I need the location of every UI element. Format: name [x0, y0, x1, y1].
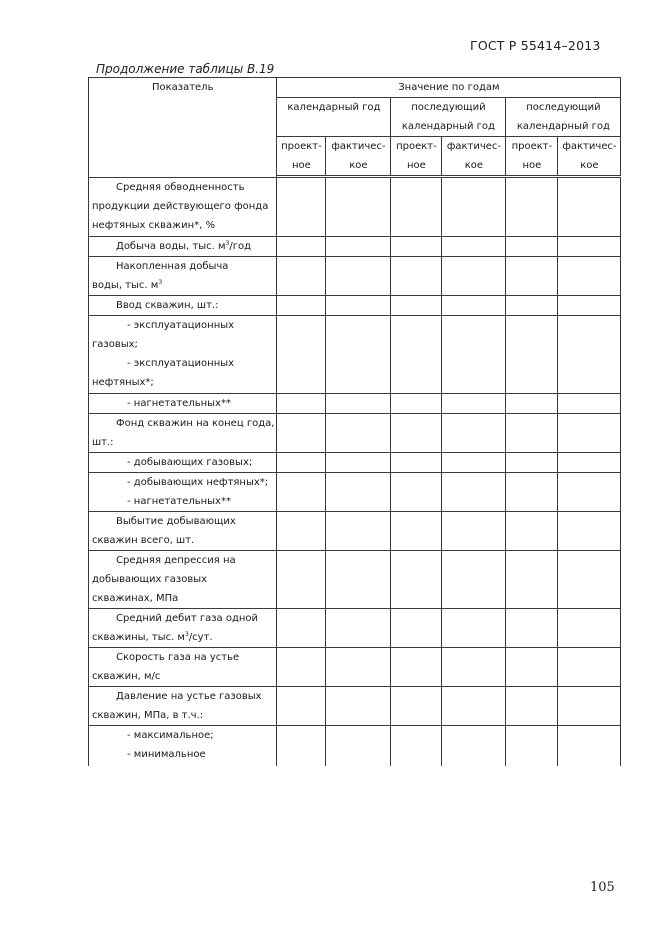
indicator-text: Добыча воды, тыс. $м^3$/год	[116, 240, 251, 252]
table-row	[89, 512, 621, 551]
indicator-text: Давление на устье газовых	[116, 691, 262, 702]
value-cell	[277, 512, 326, 551]
calendar-year-header: календарный год	[277, 98, 391, 137]
value-cell	[391, 551, 442, 609]
indicator-text: - максимальное;	[127, 730, 214, 741]
value-cell	[506, 414, 558, 453]
table-row	[89, 316, 621, 394]
indicator-text: шт.:	[92, 437, 114, 448]
value-cell	[442, 414, 506, 453]
value-cell	[558, 178, 621, 237]
value-cell	[558, 687, 621, 726]
value-cell	[277, 609, 326, 648]
value-cell	[391, 648, 442, 687]
indicator-text: скважины, тыс. $м^3$/сут.	[92, 631, 213, 643]
value-cell	[326, 394, 391, 414]
value-cell	[442, 648, 506, 687]
indicator-text: Скорость газа на устье	[116, 652, 240, 663]
indicator-text: - добывающих нефтяных*;	[127, 477, 269, 488]
value-cell	[506, 453, 558, 473]
value-cell	[277, 296, 326, 316]
value-cell	[506, 394, 558, 414]
value-cell	[442, 453, 506, 473]
indicator-cell	[89, 609, 277, 648]
indicator-text: скважин, м/с	[92, 671, 161, 682]
value-cell	[558, 237, 621, 257]
value-cell	[391, 512, 442, 551]
value-cell	[391, 414, 442, 453]
value-cell	[558, 726, 621, 766]
table-row	[89, 687, 621, 726]
value-cell	[277, 178, 326, 237]
col-actual-header: фактичес- кое	[558, 137, 621, 176]
value-cell	[277, 394, 326, 414]
indicator-text: продукции действующего фонда	[92, 201, 269, 212]
indicator-cell	[89, 394, 277, 414]
table-row	[89, 178, 621, 237]
value-cell	[506, 257, 558, 296]
value-cell	[391, 237, 442, 257]
value-cell	[442, 609, 506, 648]
value-cell	[391, 609, 442, 648]
table-row	[89, 394, 621, 414]
indicator-text: Ввод скважин, шт.:	[116, 300, 219, 311]
value-cell	[326, 453, 391, 473]
value-cell	[277, 473, 326, 512]
value-cell	[506, 296, 558, 316]
value-cell	[277, 453, 326, 473]
value-cell	[442, 551, 506, 609]
value-cell	[277, 316, 326, 394]
value-cell	[558, 394, 621, 414]
indicator-cell	[89, 414, 277, 453]
indicator-cell	[89, 512, 277, 551]
value-cell	[558, 257, 621, 296]
indicator-cell	[89, 473, 277, 512]
col-actual-header: фактичес- кое	[442, 137, 506, 176]
page-number: 105	[590, 880, 615, 895]
value-cell	[506, 512, 558, 551]
value-cell	[326, 687, 391, 726]
indicator-cell	[89, 257, 277, 296]
value-cell	[558, 316, 621, 394]
values-by-year-header: Значение по годам	[277, 78, 621, 98]
value-cell	[506, 237, 558, 257]
table-row	[89, 414, 621, 453]
value-cell	[277, 726, 326, 766]
value-cell	[558, 473, 621, 512]
indicator-text: Средний дебит газа одной	[116, 613, 259, 624]
value-cell	[277, 551, 326, 609]
indicator-text: - эксплуатационных	[127, 358, 235, 369]
value-cell	[442, 726, 506, 766]
value-cell	[391, 453, 442, 473]
value-cell	[558, 296, 621, 316]
value-cell	[506, 687, 558, 726]
indicator-text: скважинах, МПа	[92, 593, 179, 604]
indicator-text: - добывающих газовых;	[127, 457, 253, 468]
indicator-cell	[89, 178, 277, 237]
indicator-cell	[89, 726, 277, 766]
value-cell	[277, 648, 326, 687]
indicator-text: Средняя обводненность	[116, 182, 245, 193]
value-cell	[326, 551, 391, 609]
value-cell	[558, 414, 621, 453]
table-row	[89, 237, 621, 257]
value-cell	[391, 726, 442, 766]
col-project-header: проект- ное	[277, 137, 326, 176]
table-row	[89, 609, 621, 648]
table-caption: Продолжение таблицы В.19	[96, 62, 275, 76]
value-cell	[326, 648, 391, 687]
value-cell	[326, 316, 391, 394]
value-cell	[391, 178, 442, 237]
indicator-cell	[89, 453, 277, 473]
col-actual-header: фактичес- кое	[326, 137, 391, 176]
value-cell	[558, 609, 621, 648]
value-cell	[506, 473, 558, 512]
value-cell	[326, 512, 391, 551]
value-cell	[326, 473, 391, 512]
table-row	[89, 648, 621, 687]
value-cell	[391, 316, 442, 394]
value-cell	[506, 316, 558, 394]
value-cell	[442, 316, 506, 394]
indicator-text: воды, тыс. $м^3$	[92, 279, 163, 291]
value-cell	[442, 394, 506, 414]
value-cell	[442, 512, 506, 551]
indicator-text: нефтяных*;	[92, 377, 154, 388]
value-cell	[391, 687, 442, 726]
value-cell	[326, 726, 391, 766]
value-cell	[506, 648, 558, 687]
indicator-text: Фонд скважин на конец года,	[116, 418, 275, 429]
indicator-header: Показатель	[89, 78, 277, 178]
value-cell	[506, 609, 558, 648]
indicator-text: - минимальное	[127, 749, 206, 760]
indicator-text: добывающих газовых	[92, 574, 208, 585]
value-cell	[506, 178, 558, 237]
indicator-cell	[89, 316, 277, 394]
value-cell	[442, 296, 506, 316]
standard-designation: ГОСТ Р 55414–2013	[470, 38, 601, 53]
indicator-cell	[89, 296, 277, 316]
value-cell	[326, 237, 391, 257]
value-cell	[391, 473, 442, 512]
indicator-text: газовых;	[92, 339, 138, 350]
value-cell	[506, 551, 558, 609]
value-cell	[326, 414, 391, 453]
value-cell	[558, 551, 621, 609]
value-cell	[326, 296, 391, 316]
value-cell	[558, 453, 621, 473]
indicator-text: Выбытие добывающих	[116, 516, 236, 527]
value-cell	[277, 414, 326, 453]
value-cell	[506, 726, 558, 766]
value-cell	[391, 394, 442, 414]
table-body	[89, 178, 621, 766]
indicator-text: Средняя депрессия на	[116, 555, 236, 566]
table-row	[89, 726, 621, 766]
value-cell	[391, 296, 442, 316]
indicator-cell	[89, 648, 277, 687]
table-row	[89, 257, 621, 296]
value-cell	[442, 178, 506, 237]
indicator-text: скважин всего, шт.	[92, 535, 195, 546]
value-cell	[391, 257, 442, 296]
col-project-header: проект- ное	[506, 137, 558, 176]
indicator-text: Накопленная добыча	[116, 261, 229, 272]
indicator-cell	[89, 687, 277, 726]
value-cell	[277, 237, 326, 257]
indicator-text: нефтяных скважин*, %	[92, 220, 216, 231]
table-row	[89, 453, 621, 473]
indicator-text: - эксплуатационных	[127, 320, 235, 331]
value-cell	[558, 512, 621, 551]
table-row	[89, 551, 621, 609]
indicator-cell	[89, 551, 277, 609]
next-year-header-1: последующий календарный год	[391, 98, 506, 137]
indicator-text: - нагнетательных**	[127, 398, 231, 409]
value-cell	[442, 237, 506, 257]
next-year-header-2: последующий календарный год	[506, 98, 621, 137]
value-cell	[326, 609, 391, 648]
indicators-table	[88, 77, 621, 766]
indicator-cell	[89, 237, 277, 257]
value-cell	[326, 257, 391, 296]
value-cell	[326, 178, 391, 237]
indicator-text: скважин, МПа, в т.ч.:	[92, 710, 204, 721]
table-row	[89, 296, 621, 316]
value-cell	[442, 687, 506, 726]
value-cell	[277, 257, 326, 296]
table-row	[89, 473, 621, 512]
value-cell	[558, 648, 621, 687]
indicator-text: - нагнетательных**	[127, 496, 231, 507]
value-cell	[442, 257, 506, 296]
value-cell	[277, 687, 326, 726]
col-project-header: проект- ное	[391, 137, 442, 176]
value-cell	[442, 473, 506, 512]
